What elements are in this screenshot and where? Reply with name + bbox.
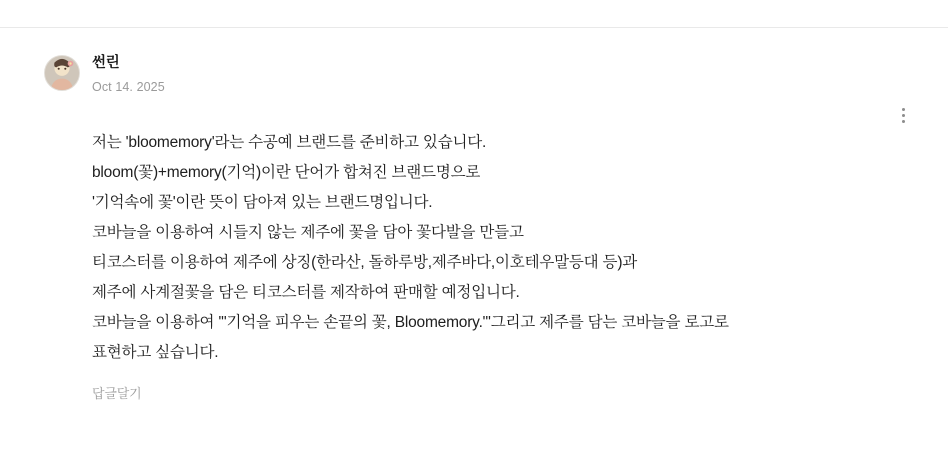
reply-button[interactable]: 답글달기 [92,386,142,401]
top-divider [0,27,948,28]
post-body-line: 코바늘을 이용하여 '"기억을 피우는 손끝의 꽃, Bloomemory."'그리고 제주를 담는 코바늘을 로고로 [92,314,729,331]
post-container [0,45,948,401]
more-vertical-icon[interactable] [892,101,914,129]
post-body-line: 표현하고 싶습니다. [92,344,219,361]
post-body-line: 제주에 사계절꽃을 담은 티코스터를 제작하여 판매할 예정입니다. [92,284,520,301]
post-date: Oct 14. 2025 [92,80,165,94]
user-avatar-image [45,56,79,90]
author-name[interactable]: 썬린 [92,55,120,71]
author-block [92,53,165,95]
post-body-line: 티코스터를 이용하여 제주에 상징(한라산, 돌하루방,제주바다,이호테우말등대 등)과 [92,254,638,271]
post-body-line: bloom(꽃)+memory(기억)이란 단어가 합쳐진 브랜드명으로 [92,164,481,181]
post-header [0,45,948,103]
post-body-line: 코바늘을 이용하여 시들지 않는 제주에 꽃을 담아 꽃다발을 만들고 [92,224,524,241]
avatar[interactable] [44,55,80,91]
post-body-line: 저는 'bloomemory'라는 수공예 브랜드를 준비하고 있습니다. [92,134,487,151]
post-body-line: '기억속에 꽃'이란 뜻이 담아져 있는 브랜드명입니다. [92,194,433,211]
post-body [92,128,922,368]
